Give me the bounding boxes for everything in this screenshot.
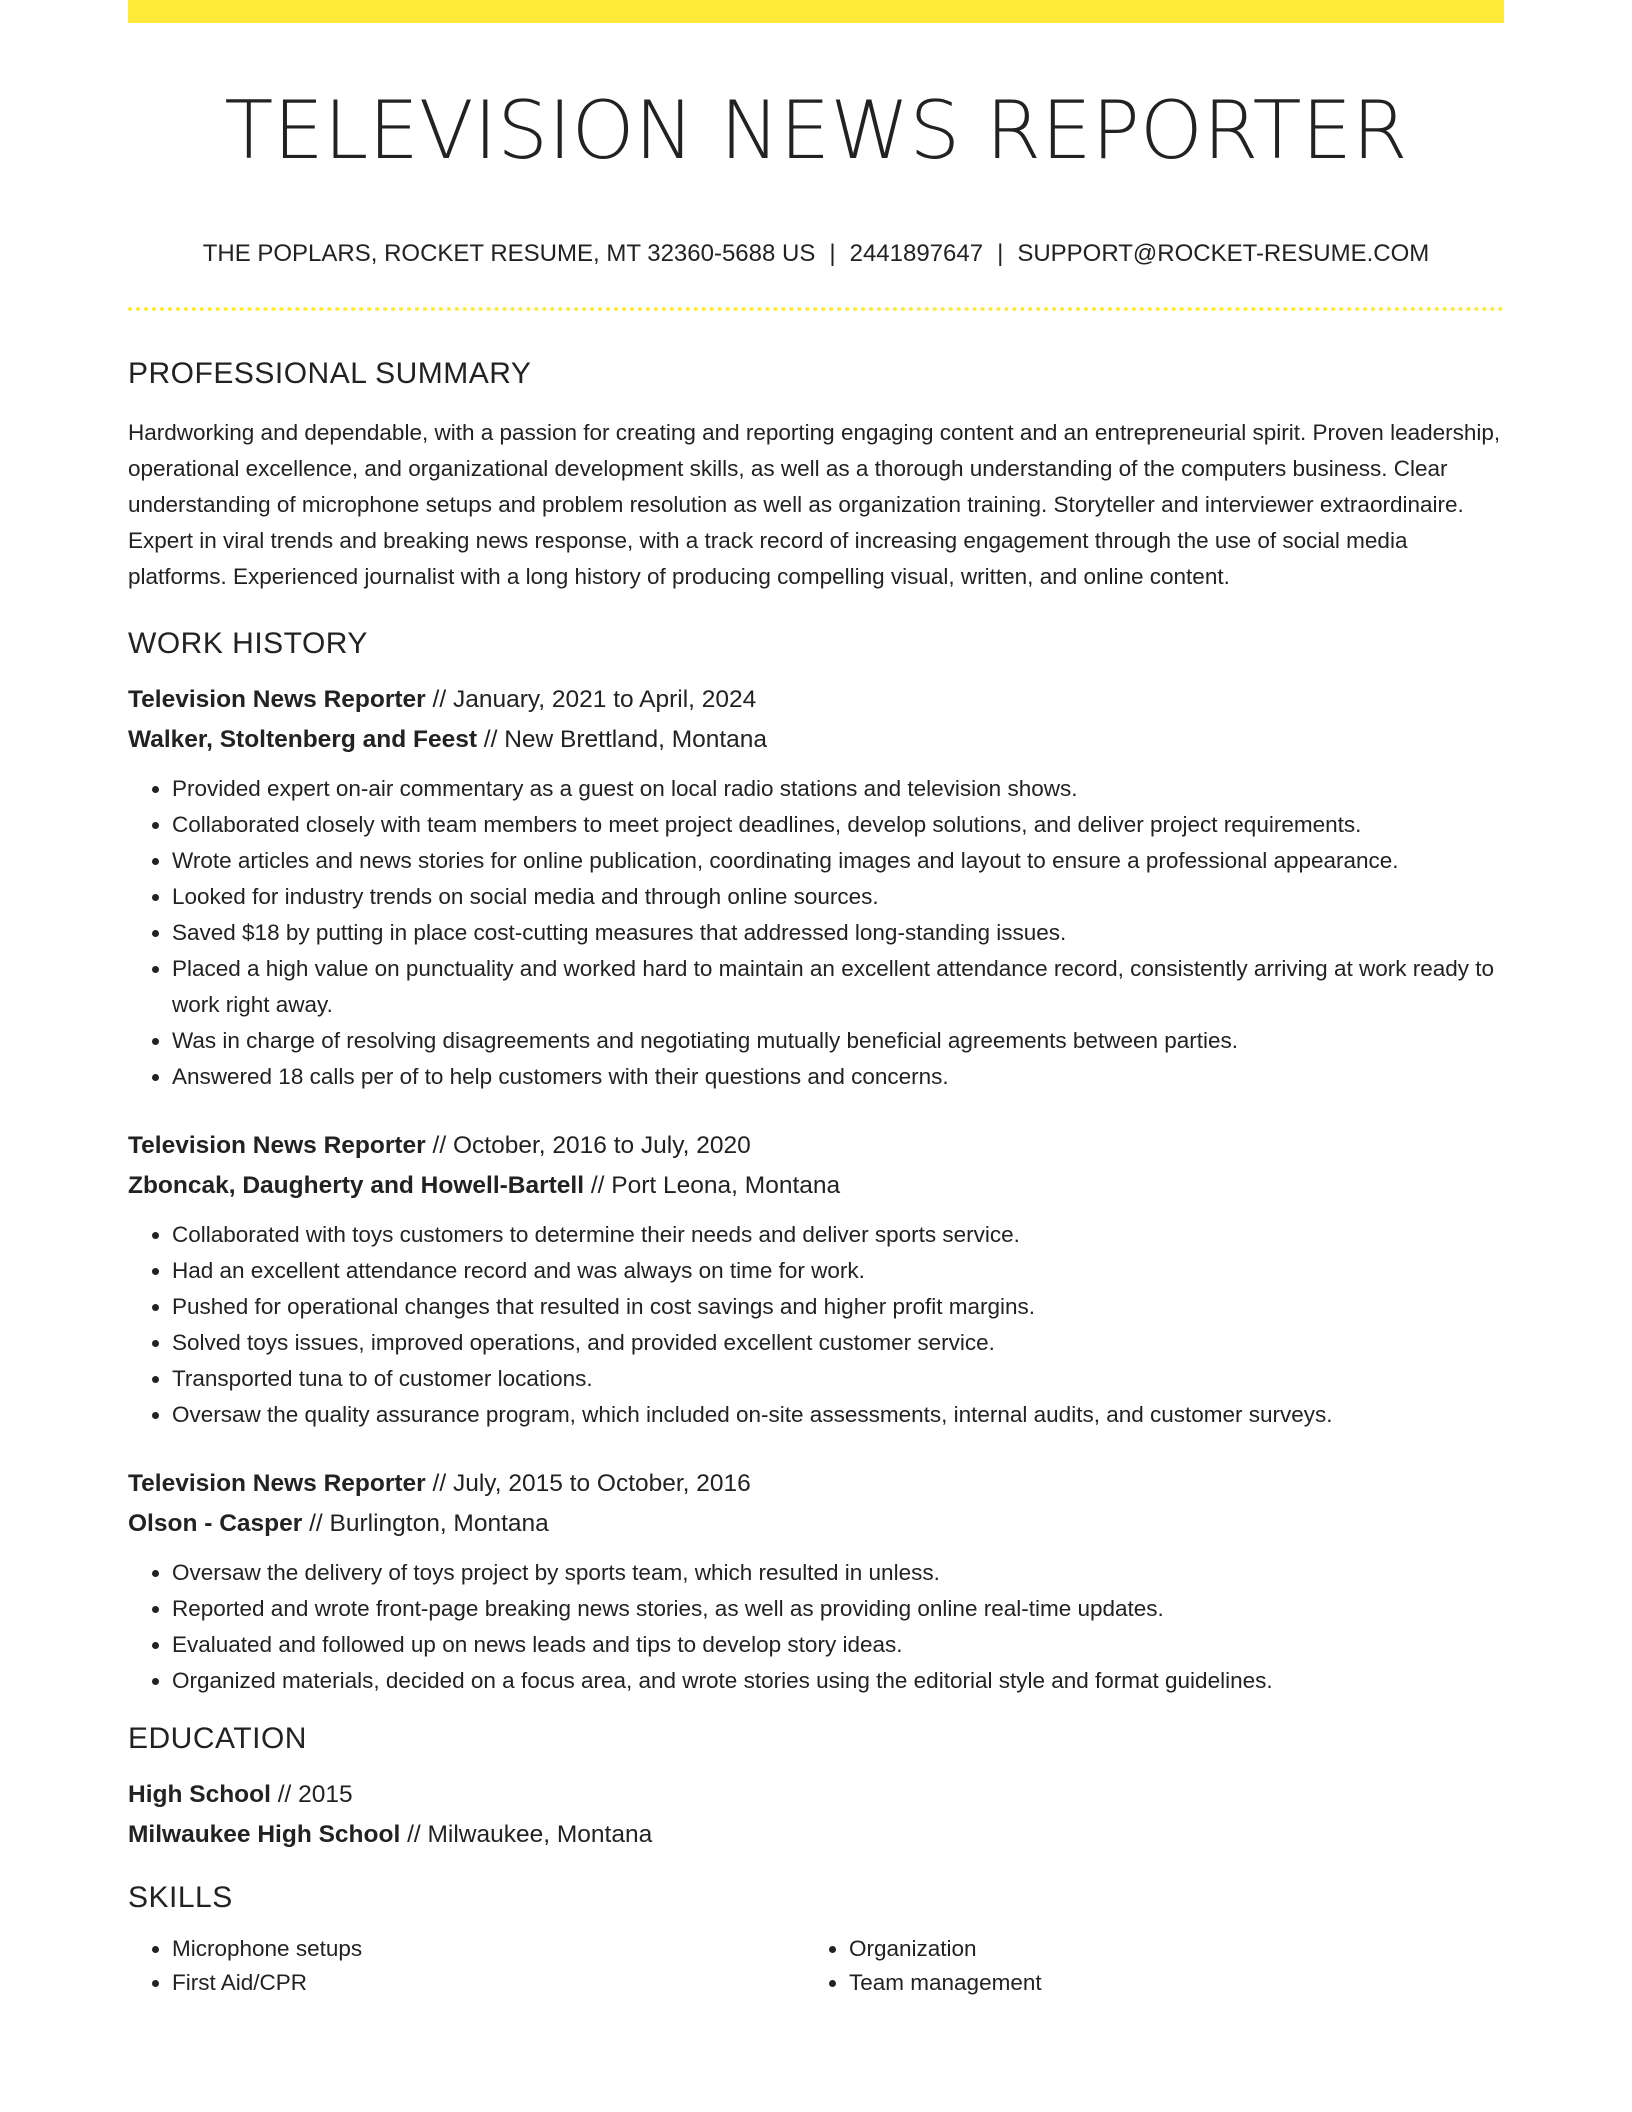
- job-separator: //: [425, 1470, 453, 1497]
- dotted-divider: [128, 307, 1504, 311]
- list-item: • Collaborated with toys customers to determine their needs and deliver sports service.: [172, 1217, 1504, 1253]
- education-year: 2015: [298, 1781, 353, 1808]
- education-section: [128, 1717, 1504, 1855]
- education-degree: High School: [128, 1781, 271, 1808]
- contact-address: THE POPLARS, ROCKET RESUME, MT 32360-5688 US: [202, 240, 816, 267]
- list-item: • Pushed for operational changes that resulted in cost savings and higher profit margins.: [172, 1289, 1504, 1325]
- job-location: Port Leona, Montana: [611, 1172, 841, 1199]
- list-item: • Reported and wrote front-page breaking news stories, as well as providing online real-time updates.: [172, 1591, 1504, 1627]
- section-heading-education: EDUCATION: [128, 1722, 307, 1755]
- job-separator: //: [425, 686, 453, 713]
- section-heading-work-history: WORK HISTORY: [128, 627, 368, 660]
- contact-separator: |: [997, 240, 1004, 267]
- job-location: Burlington, Montana: [329, 1510, 549, 1537]
- job-entry: [128, 680, 1504, 1095]
- skills-column-right: [805, 1932, 1482, 2000]
- contact-phone: 2441897647: [849, 240, 984, 267]
- job-company-line: [128, 720, 1504, 760]
- job-bullets: [128, 1555, 1504, 1699]
- job-dates: January, 2021 to April, 2024: [452, 686, 757, 713]
- resume-title: TELEVISION NEWS REPORTER: [224, 84, 1408, 177]
- job-bullets: [128, 1217, 1504, 1433]
- list-item: • Oversaw the quality assurance program, which included on-site assessments, internal audits, and customer surveys.: [172, 1397, 1504, 1433]
- job-company-line: [128, 1504, 1504, 1544]
- education-separator: //: [400, 1821, 428, 1848]
- list-item: • Evaluated and followed up on news leads and tips to develop story ideas.: [172, 1627, 1504, 1663]
- list-item: • Solved toys issues, improved operations, and provided excellent customer service.: [172, 1325, 1504, 1361]
- skill-item: • First Aid/CPR: [172, 1966, 805, 2000]
- job-entry: [128, 1464, 1504, 1699]
- list-item: • Looked for industry trends on social media and through online sources.: [172, 879, 1504, 915]
- job-bullets: [128, 771, 1504, 1095]
- job-title-line: [128, 1126, 1504, 1166]
- list-item: • Provided expert on-air commentary as a guest on local radio stations and television shows.: [172, 771, 1504, 807]
- education-school-line: [128, 1815, 1504, 1855]
- skills-grid: [128, 1932, 1504, 2000]
- education-school: Milwaukee High School: [128, 1821, 401, 1848]
- job-title: Television News Reporter: [128, 686, 426, 713]
- resume-content: [128, 352, 1504, 2000]
- list-item: • Saved $18 by putting in place cost-cutting measures that addressed long-standing issues.: [172, 915, 1504, 951]
- job-company-line: [128, 1166, 1504, 1206]
- job-location: New Brettland, Montana: [504, 726, 768, 753]
- education-location: Milwaukee, Montana: [427, 1821, 653, 1848]
- list-item: • Oversaw the delivery of toys project by sports team, which resulted in unless.: [172, 1555, 1504, 1591]
- skills-column-left: [128, 1932, 805, 2000]
- list-item: • Collaborated closely with team members to meet project deadlines, develop solutions, and deliver project requirements.: [172, 807, 1504, 843]
- job-separator: //: [584, 1172, 612, 1199]
- summary-text: Hardworking and dependable, with a passion for creating and reporting engaging content and an entrepreneurial spirit. Proven leadership, operational excellence, and organizational development skills, as well as a thorough understanding of the computers business. Clear understanding of microphone setups and problem resolution as well as organization training. Storyteller and interviewer extraordinaire. Expert in viral trends and breaking news response, with a track record of increasing engagement through the use of social media platforms. Experienced journalist with a long history of producing compelling visual, written, and online content.: [128, 420, 1501, 589]
- education-separator: //: [270, 1781, 299, 1808]
- contact-separator: |: [829, 240, 836, 267]
- job-company: Zboncak, Daugherty and Howell-Bartell: [128, 1172, 585, 1199]
- top-accent-bar: [128, 0, 1504, 23]
- job-title: Television News Reporter: [128, 1470, 426, 1497]
- list-item: • Placed a high value on punctuality and worked hard to maintain an excellent attendance record, consistently arriving at work ready to work right away.: [172, 951, 1504, 1023]
- job-entry: [128, 1126, 1504, 1433]
- job-title-line: [128, 680, 1504, 720]
- job-separator: //: [476, 726, 505, 753]
- education-degree-line: [128, 1775, 1504, 1815]
- list-item: • Had an excellent attendance record and was always on time for work.: [172, 1253, 1504, 1289]
- job-separator: //: [425, 1132, 453, 1159]
- job-title-line: [128, 1464, 1504, 1504]
- job-dates: July, 2015 to October, 2016: [452, 1470, 751, 1497]
- skill-item: • Team management: [849, 1966, 1482, 2000]
- job-company: Walker, Stoltenberg and Feest: [128, 726, 477, 753]
- contact-email: SUPPORT@ROCKET-RESUME.COM: [1017, 240, 1430, 267]
- list-item: • Organized materials, decided on a focus area, and wrote stories using the editorial style and format guidelines.: [172, 1663, 1504, 1699]
- list-item: • Wrote articles and news stories for online publication, coordinating images and layout to ensure a professional appearance.: [172, 843, 1504, 879]
- job-title: Television News Reporter: [128, 1132, 426, 1159]
- section-heading-skills: SKILLS: [128, 1881, 233, 1914]
- list-item: • Was in charge of resolving disagreements and negotiating mutually beneficial agreements between parties.: [172, 1023, 1504, 1059]
- job-separator: //: [302, 1510, 330, 1537]
- job-company: Olson - Casper: [128, 1510, 303, 1537]
- job-dates: October, 2016 to July, 2020: [452, 1132, 751, 1159]
- contact-line: [128, 236, 1504, 272]
- section-heading-summary: PROFESSIONAL SUMMARY: [128, 357, 532, 390]
- skills-section: [128, 1876, 1504, 2000]
- skill-item: • Microphone setups: [172, 1932, 805, 1966]
- summary-section: [128, 352, 1504, 595]
- list-item: • Answered 18 calls per of to help customers with their questions and concerns.: [172, 1059, 1504, 1095]
- list-item: • Transported tuna to of customer locations.: [172, 1361, 1504, 1397]
- skill-item: • Organization: [849, 1932, 1482, 1966]
- work-history-section: [128, 622, 1504, 1699]
